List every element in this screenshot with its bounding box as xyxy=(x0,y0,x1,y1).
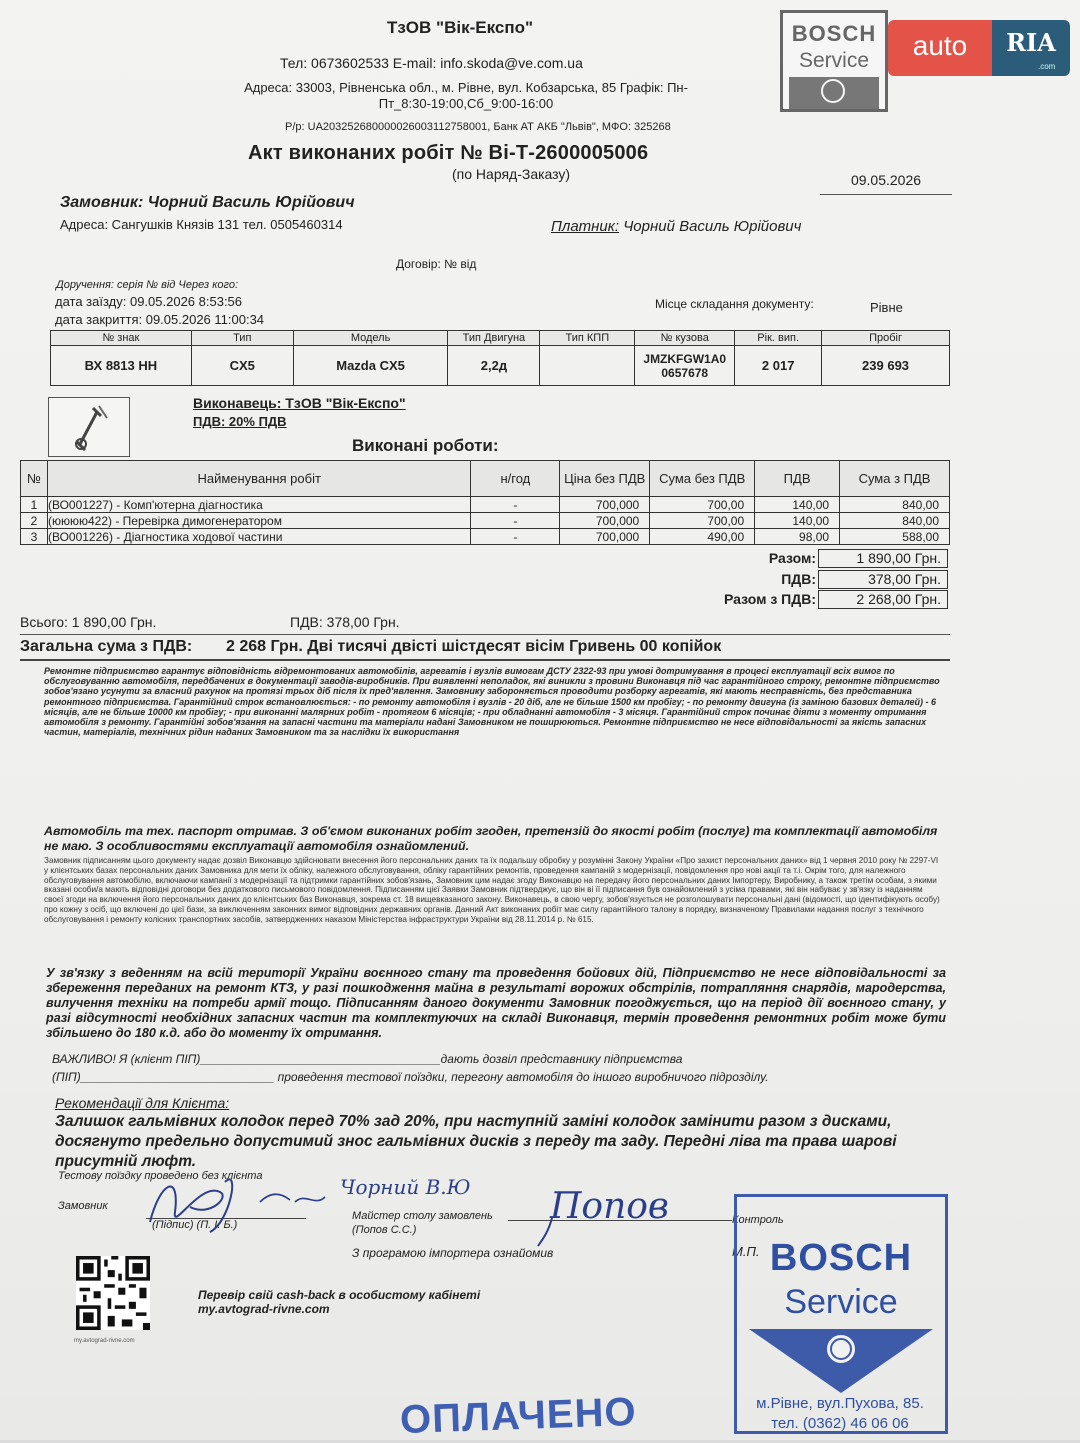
header-cell: ПДВ xyxy=(755,461,840,497)
row-number: 2 xyxy=(21,513,48,529)
important-line-1: ВАЖЛИВО! Я (клієнт ПІП)____________________________________дають дозвіл представнику підприємства xyxy=(52,1052,683,1066)
customer-signature-hint: (Підпис) (П. І. Б.) xyxy=(146,1218,306,1231)
payer-label: Платник: xyxy=(551,218,620,235)
payer xyxy=(551,218,801,235)
row-number: 1 xyxy=(21,497,48,513)
works-title: Виконані роботи: xyxy=(352,436,499,455)
vat-rate: ПДВ: 20% ПДВ xyxy=(193,414,287,429)
master-signature xyxy=(530,1178,700,1248)
price: 700,000 xyxy=(560,529,650,545)
receipt-statement: Автомобіль та тех. паспорт отримав. З об'ємом виконаних робіт згоден, претензій до якості робіт (послуг) та комплектації автомобіля не маю. З особливостями експлуатації автомобіля ознайомлений. xyxy=(44,824,938,853)
plate-number: ВХ 8813 НН xyxy=(51,346,192,386)
price: 700,000 xyxy=(560,497,650,513)
vehicle-table xyxy=(50,330,950,386)
table-row xyxy=(21,529,950,545)
vat: 98,00 xyxy=(755,529,840,545)
norm-hours: - xyxy=(471,529,560,545)
engine-type: 2,2д xyxy=(448,346,540,386)
master-label: Майстер столу замовлень xyxy=(352,1210,493,1222)
payer-name: Чорний Василь Юрійович xyxy=(623,218,802,235)
master-name: (Попов С.С.) xyxy=(352,1224,417,1236)
customer-name: Замовник: Чорний Василь Юрійович xyxy=(60,194,355,211)
executor-name: Виконавець: ТзОВ "Вік-Експо" xyxy=(193,395,406,411)
company-contacts: Тел: 0673602533 E-mail: info.skoda@ve.com.ua xyxy=(280,55,583,71)
customer-signature-label: Замовник xyxy=(58,1200,108,1212)
price: 700,000 xyxy=(560,513,650,529)
header-cell: Тип Двигуна xyxy=(448,331,540,346)
table-row xyxy=(21,497,950,513)
mileage: 239 693 xyxy=(822,346,950,386)
header-cell: Найменування робіт xyxy=(47,461,470,497)
header-cell: № кузова xyxy=(635,331,735,346)
bank-account: Р/р: UA203252680000026003112758001, Банк АТ АКБ "Львів", МФО: 325268 xyxy=(285,121,671,133)
vat: 140,00 xyxy=(755,497,840,513)
work-name: (ВО001227) - Комп'ютерна діагностика xyxy=(47,497,470,513)
wrench-icon xyxy=(49,398,129,456)
table-row xyxy=(21,513,950,529)
grand-total-label: Загальна сума з ПДВ: xyxy=(20,638,193,655)
act-subtitle: (по Наряд-Заказу) xyxy=(452,166,571,182)
act-title: Акт виконаних робіт № Ві-Т-2600005006 xyxy=(248,142,649,164)
autoria-auto-label: auto xyxy=(888,20,992,76)
vat-total-label: ПДВ: xyxy=(781,571,816,587)
header-cell: н/год xyxy=(471,461,560,497)
master-handwritten-name: Попов xyxy=(550,1186,669,1227)
total-value: 2 268,00 Грн. xyxy=(818,590,948,609)
header-cell: Тип xyxy=(191,331,293,346)
work-name: (ВО001226) - Діагностика ходової частини xyxy=(47,529,470,545)
stamp-armature-icon xyxy=(749,1329,933,1393)
control-label: Контроль xyxy=(732,1214,784,1226)
work-name: (юююю422) - Перевірка димогенератором xyxy=(47,513,470,529)
contract-line: Договір: № від xyxy=(396,257,477,271)
recommendations-title: Рекомендації для Клієнта: xyxy=(55,1095,230,1111)
service-logo-word: Service xyxy=(798,49,870,72)
bosch-armature-icon xyxy=(821,79,845,103)
grand-total xyxy=(20,634,950,661)
arrival-date: дата заїзду: 09.05.2026 8:53:56 xyxy=(55,294,243,309)
sum-with-vat: 840,00 xyxy=(840,497,950,513)
total-label: Разом з ПДВ: xyxy=(724,591,816,607)
autoria-ria-label: RIA xyxy=(992,20,1070,76)
vehicle-data-row xyxy=(51,346,950,386)
vat: 140,00 xyxy=(755,513,840,529)
stamp-bosch-word: BOSCH xyxy=(769,1237,913,1279)
vehicle-header-row xyxy=(51,331,950,346)
header-cell: № знак xyxy=(51,331,192,346)
paid-stamp: ОПЛАЧЕНО xyxy=(399,1389,638,1443)
vin-number: JMZKFGW1A0 0657678 xyxy=(635,346,735,386)
header-cell: Рік. вип. xyxy=(735,331,822,346)
norm-hours: - xyxy=(471,513,560,529)
customer-address: Адреса: Сангушків Князів 131 тел. 0505460314 xyxy=(60,217,343,232)
gearbox-type xyxy=(540,346,635,386)
works-header-row xyxy=(21,461,950,497)
place-label: Місце складання документу: xyxy=(655,297,814,311)
autoria-watermark xyxy=(888,20,1070,76)
qr-caption: my.avtograd-rivne.com xyxy=(74,1338,135,1344)
company-address: Адреса: 33003, Рівненська обл., м. Рівне, вул. Кобзарська, 85 Графік: Пн-Пт_8:30-19:00,Сб_9:00-16:00 xyxy=(244,80,688,111)
vehicle-type: CX5 xyxy=(191,346,293,386)
place-value: Рівне xyxy=(870,300,903,315)
vehicle-model: Mazda CX5 xyxy=(293,346,448,386)
all-sum: Всього: 1 890,00 Грн. xyxy=(20,614,157,630)
company-name: ТзОВ "Вік-Експо" xyxy=(386,18,534,37)
sum-no-vat: 700,00 xyxy=(650,497,755,513)
bosch-service-stamp xyxy=(734,1194,948,1434)
sum-no-vat: 490,00 xyxy=(650,529,755,545)
personal-data-consent: Замовник підписанням цього документу надає дозвіл Виконавцю здійснювати внесення його персональних даних та їх подальшу обробку у розумінні Закону України «Про захист персональних даних» від 1 червня 2010 року № 2297-VI у клієнтських базах персональних даних Замовника для мети їх обліку, належного обслуговування, обліку гарантійних ремонтів, проведення кампаній з модернізації, повідомлення про нові акції та т.і. Окрім того, для належного обслуговування автомобілю, включаючи кампанії з модернізації та підтримки гарантійних зобов'язань, Замовник цим надає згоду Виконавцю на передачу його персональних даних Імпортеру, Виробнику, а також третім особам, з якими вказані особи/а мають відповідні договори без додаткового письмового повідомлення. Підписанням цієї Заявки Замовник підтверджує, що він ві її підписання був ознайомлений з усіма правами, які він набуває у зв'язку із наданням своєї згоди на включення його персональних даних до клієнтських баз Виконавця, зокрема ст. 18 вищевказаного закону. Виконавець, в свою чергу, зобов'язується не розголошувати персональні дані (відомості, що ідентифікують особу) про кожну з осіб, що включені до цієї бази, за виключенням законних вимог відповідних державних органів. Данний Акт виконаних робіт має силу гарантійного талону в порядку, визначеному Правилами надання послуг з технічного обслуговування і ремонту колісних транспортних засобів, затвердженних наказом Міністерства інфраструктури України від 28.11.2014 р. № 615. xyxy=(44,856,940,924)
recommendations-text: Залишок гальмівних колодок перед 70% зад 20%, при наступній заміні колодок замінити разом з дисками, досягнуто предельно допустимий знос гальмівних дисків з переду та заду. Передні ліва та права шарові присутній люфт. xyxy=(55,1113,897,1170)
subtotal-label: Разом: xyxy=(768,550,816,566)
sum-with-vat: 588,00 xyxy=(840,529,950,545)
cashback-url: my.avtograd-rivne.com xyxy=(198,1302,330,1316)
header-cell: Сума з ПДВ xyxy=(840,461,950,497)
martial-law-notice: У зв'язку з веденням на всій території України воєнного стану та проведення бойових дій, Підприємство не несе відповідальності за збереження переданих на ремонт КТЗ, у разі пошкодження майна в результаті ворожих обстрілів, потрапляння снарядів, мародерства, вилучення техніки на потреби армії тощо. Підписанням даного документи Замовник погоджується, що на період дії воєнного стану, у разі відсутності необхідних запасних частин та комплектуючих на складі Виконавця, термін проведення ремонтних робіт може бути збільшено до 180 к.д. або до моменту їх отримання. xyxy=(46,966,946,1040)
bosch-logo-word: BOSCH xyxy=(791,21,877,46)
importer-note: З програмою імпортера ознайомив xyxy=(352,1246,554,1260)
closing-date: дата закриття: 09.05.2026 11:00:34 xyxy=(55,312,265,327)
all-vat: ПДВ: 378,00 Грн. xyxy=(290,614,400,630)
works-table xyxy=(20,460,950,545)
cashback-text: Перевір свій cash-back в особистому кабінеті xyxy=(198,1288,481,1302)
sum-no-vat: 700,00 xyxy=(650,513,755,529)
norm-hours: - xyxy=(471,497,560,513)
seal-placeholder: М.П. xyxy=(732,1244,760,1259)
stamp-address: м.Рівне, вул.Пухова, 85. xyxy=(756,1395,924,1412)
header-cell: Пробіг xyxy=(822,331,950,346)
customer-handwritten-name: Чорний В.Ю xyxy=(340,1175,471,1199)
power-of-attorney-line: Доручення: серія № від Через кого: xyxy=(56,279,239,291)
stamp-service-word: Service xyxy=(784,1283,898,1321)
row-number: 3 xyxy=(21,529,48,545)
header-cell: Сума без ПДВ xyxy=(650,461,755,497)
vat-total-value: 378,00 Грн. xyxy=(818,570,948,589)
header-cell: Ціна без ПДВ xyxy=(560,461,650,497)
sum-with-vat: 840,00 xyxy=(840,513,950,529)
year: 2 017 xyxy=(735,346,822,386)
warranty-terms: Ремонтне підприємство гарантує відповідність відремонтованих автомобілів, агрегатів і вузлів вимогам ДСТУ 2322-93 при умові дотримування в процесі експлуатації всіх вимог по обслуговуванню автомобіля, передбачених в документації заводів-виробників. При виявленні неполадок, які виникли з провини Виконавця під час гарантійного строку, ремонтне підприємство зобов'язано усунути за власний рахунок на протязі трьох діб після їх пред'явлення. Замовнику забороняється проводити розборку агрегатів, які мають несправність, без представника ремонтного підприємства. Гарантійний строк встановлюється: - по ремонту автомобіля і вузлів - 20 діб, але не більше 1500 км пробігу; - по ремонту двигуна (із заміною базових деталей) - 6 місяців, але не більше 10000 км пробігу; - при виконанні малярних робіт - протягом 6 місяців; - при обладнанні автомобіля - 3 місяця. Гарантійний строк починає діяти з моменту отримання автомобіля з ремонту. Гарантійні зобов'язання на запасні частини та матеріали надані Замовником не поширюються. Ремонтне підприємство не несе відповідальності за якість запасних частин, матеріалів, технічних рідин наданих Замовником та за наслідки їх використання xyxy=(44,666,940,738)
executor-logo xyxy=(48,397,130,457)
act-date: 09.05.2026 xyxy=(820,172,952,195)
header-cell: Модель xyxy=(293,331,448,346)
autoria-com-label: .com xyxy=(1038,62,1056,71)
stamp-phone: тел. (0362) 46 06 06 xyxy=(771,1415,909,1432)
test-drive-note: Тестову поїздку проведено без клієнта xyxy=(58,1170,263,1182)
header-cell: Тип КПП xyxy=(540,331,635,346)
bosch-service-logo xyxy=(780,10,888,112)
subtotal-value: 1 890,00 Грн. xyxy=(818,549,948,568)
qr-code xyxy=(76,1256,150,1330)
header-cell: № xyxy=(21,461,48,497)
grand-total-value: 2 268 Грн. Дві тисячі двісті шістдесят вісім Гривень 00 копійок xyxy=(226,638,722,655)
important-line-2: (ПІП)_____________________________ проведення тестової поїздки, перегону автомобіля до іншого виробничого підрозділу. xyxy=(52,1070,769,1084)
